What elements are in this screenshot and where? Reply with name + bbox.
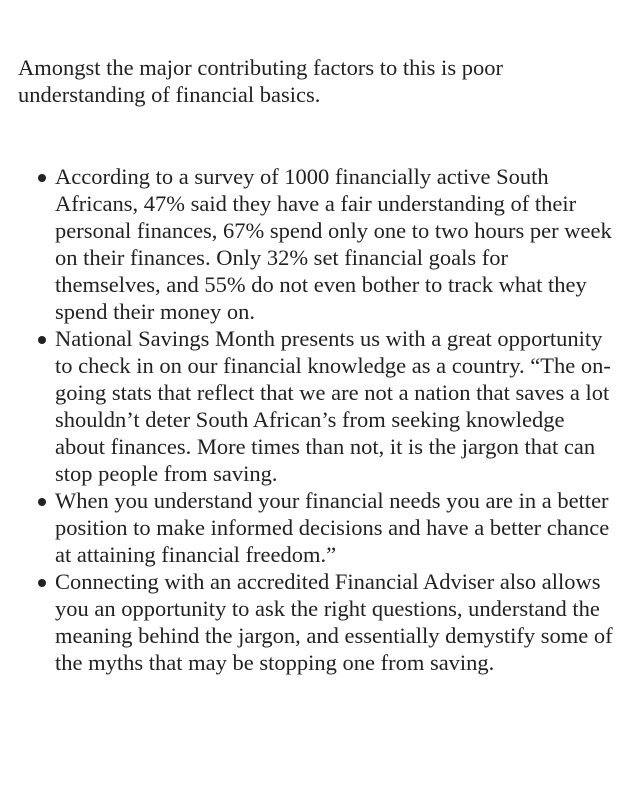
intro-paragraph: Amongst the major contributing factors to this is poor understanding of financial basics. xyxy=(18,55,503,107)
list-item-text: When you understand your financial needs you are in a better position to make informed decisions and have a better chance at attaining financial freedom.” xyxy=(55,488,610,567)
list-item xyxy=(18,163,613,325)
bullet-dot-icon xyxy=(38,579,46,587)
list-item xyxy=(18,325,613,487)
list-item-text: National Savings Month presents us with a great opportunity to check in on our financial knowledge as a country. “The on-going stats that reflect that we are not a nation that saves a lot shouldn’t deter South African’s from seeking knowledge about finances. More times than not, it is the jargon that can stop people from saving. xyxy=(55,326,611,486)
list-item xyxy=(18,568,613,676)
bullet-dot-icon xyxy=(38,498,46,506)
bullet-dot-icon xyxy=(38,336,46,344)
bullet-list xyxy=(18,163,613,676)
list-item xyxy=(18,487,613,568)
bullet-dot-icon xyxy=(38,174,46,182)
list-item-text: According to a survey of 1000 financially active South Africans, 47% said they have a fair understanding of their personal finances, 67% spend only one to two hours per week on their finances. Only 32% set financial goals for themselves, and 55% do not even bother to track what they spend their money on. xyxy=(55,164,612,324)
list-item-text: Connecting with an accredited Financial Adviser also allows you an opportunity to ask the right questions, understand the meaning behind the jargon, and essentially demystify some of the myths that may be stopping one from saving. xyxy=(55,569,613,675)
